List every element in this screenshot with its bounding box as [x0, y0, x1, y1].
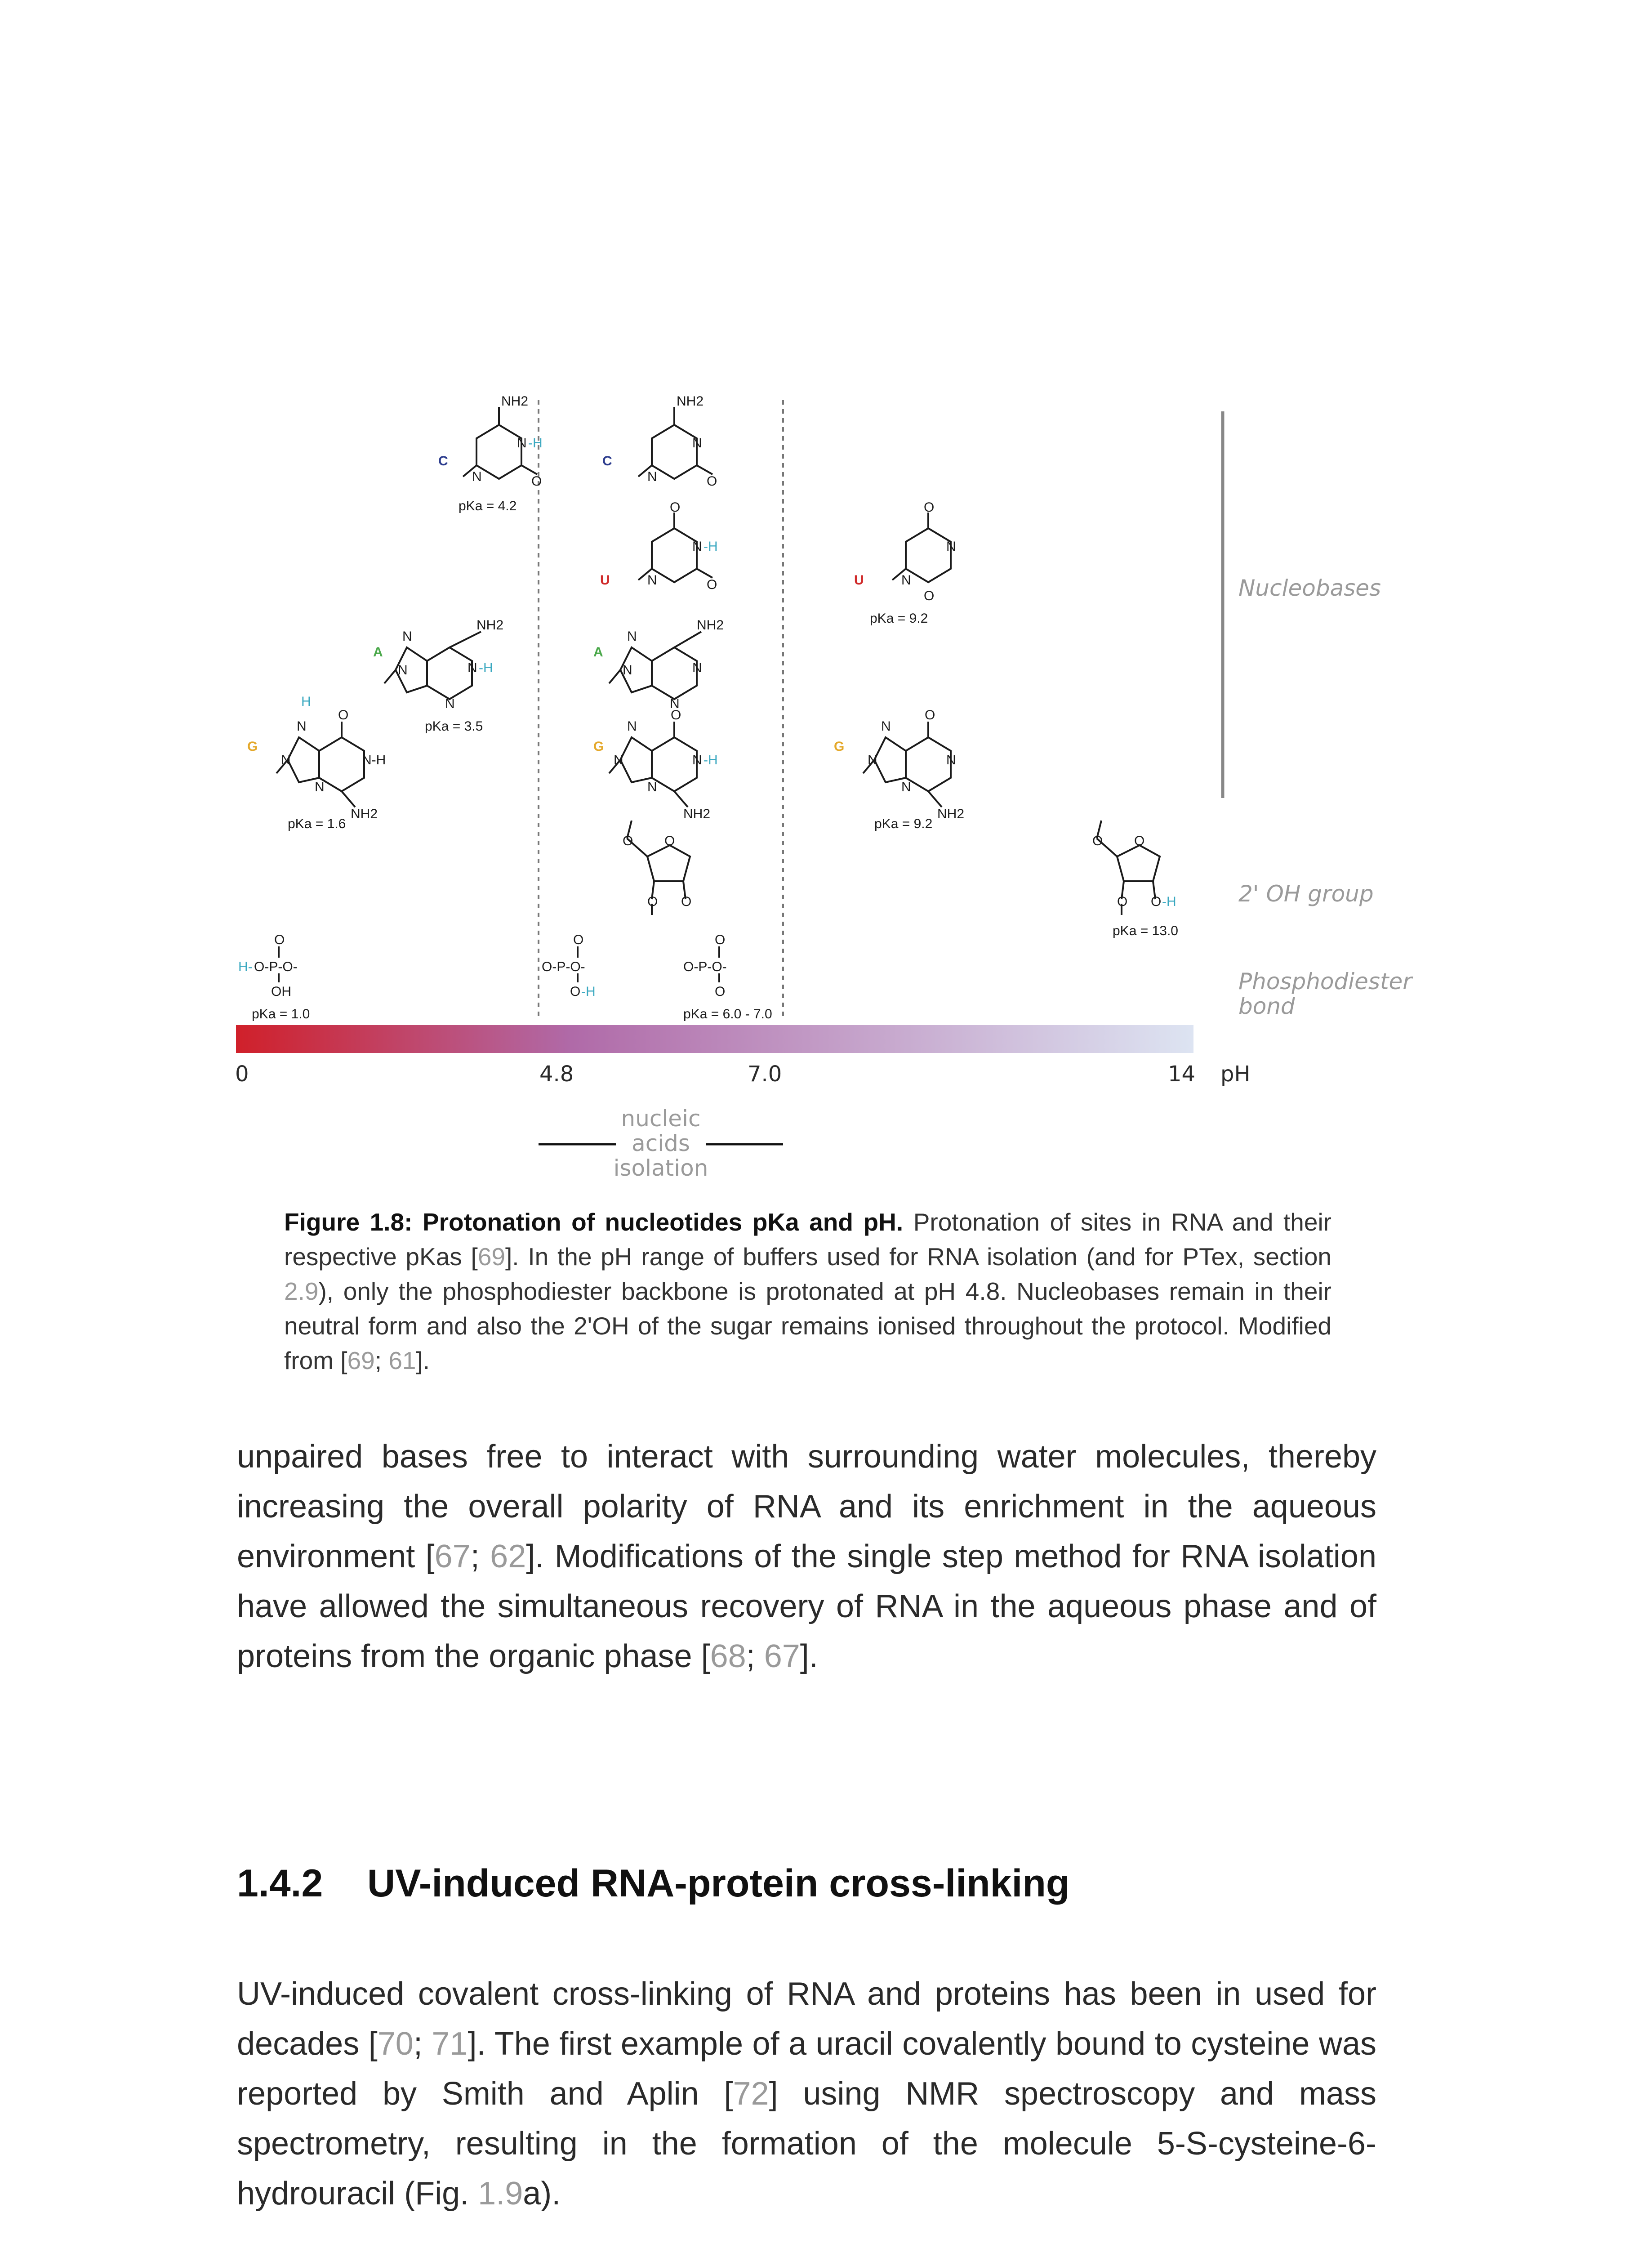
uracil-neutral: [600, 500, 718, 592]
svg-text:-H: -H: [528, 436, 543, 450]
caption-label: Figure 1.8: Protonation of nucleotides pKa and pH.: [284, 1208, 904, 1236]
base-g-deprot-label: G: [834, 739, 845, 754]
svg-text:O: O: [623, 834, 633, 848]
svg-text:N: N: [692, 539, 702, 554]
svg-text:N: N: [692, 660, 702, 675]
svg-text:N: N: [692, 753, 702, 767]
cytosine-neutral: [602, 394, 717, 489]
svg-text:O: O: [1151, 894, 1162, 909]
svg-text:O: O: [925, 708, 935, 723]
svg-text:NH2: NH2: [351, 807, 378, 821]
svg-text:NH2: NH2: [937, 807, 965, 821]
phosphate-ionised: [683, 932, 772, 1021]
svg-text:NH2: NH2: [697, 618, 724, 633]
paragraph-1: unpaired bases free to interact with surrounding water molecules, thereby increasing the overall polarity of RNA and its enrichment in the aqueous environment [67; 62]. Modifications of the single step method for RNA isolation have allowed the simultaneous recovery of RNA in the aqueous phase and of proteins from the organic phase [68; 67].: [237, 1439, 1376, 1674]
ph-axis-unit: pH: [1220, 1062, 1251, 1087]
svg-text:OH: OH: [271, 984, 291, 999]
svg-text:N: N: [868, 753, 877, 767]
svg-text:O: O: [531, 474, 542, 489]
svg-text:NH2: NH2: [677, 394, 704, 409]
uracil-deprotonated: [854, 500, 956, 626]
svg-text:N: N: [692, 436, 702, 450]
ref-link[interactable]: 69: [347, 1347, 375, 1374]
svg-text:O: O: [924, 589, 935, 603]
svg-text:-H: -H: [1162, 894, 1176, 909]
svg-text:O-P-O-: O-P-O-: [254, 959, 298, 974]
section-heading: [237, 1861, 1069, 1906]
svg-text:N: N: [627, 629, 637, 644]
svg-text:O: O: [707, 577, 717, 592]
figure-ref-link[interactable]: 1.9: [478, 2176, 523, 2212]
cytosine-protonated: [438, 394, 543, 513]
base-c-neutral-label: C: [602, 454, 612, 468]
svg-text:N: N: [647, 469, 657, 484]
base-a-label: A: [373, 645, 383, 660]
base-u-label: U: [854, 573, 864, 588]
svg-text:O-P-O-: O-P-O-: [542, 959, 585, 974]
nucleobases-label: Nucleobases: [1238, 575, 1381, 601]
isolation-label-1: nucleic: [621, 1106, 701, 1132]
ph-tick-7.0: 7.0: [748, 1062, 782, 1087]
svg-text:N: N: [468, 660, 477, 675]
svg-text:N: N: [614, 753, 623, 767]
svg-text:O: O: [1117, 894, 1128, 909]
svg-text:N: N: [670, 696, 680, 711]
svg-text:N: N: [398, 663, 408, 678]
adenine-neutral: [593, 618, 724, 711]
ref-link[interactable]: 67: [434, 1539, 471, 1574]
phosphate-neutral: [542, 932, 596, 999]
svg-text:H: H: [301, 694, 311, 709]
svg-text:O-P-O-: O-P-O-: [683, 959, 727, 974]
ph-gradient-bar: [236, 1025, 1193, 1053]
svg-text:N-H: N-H: [362, 753, 386, 767]
svg-text:O: O: [664, 834, 675, 848]
svg-text:N: N: [517, 436, 527, 450]
base-a-neutral-label: A: [593, 645, 603, 660]
ref-link[interactable]: 62: [490, 1539, 526, 1574]
ph-tick-14: 14: [1168, 1062, 1196, 1087]
svg-text:-H: -H: [581, 984, 596, 999]
paragraph-2: UV-induced covalent cross-linking of RNA and proteins has been in used for decades [70; 71]. The first example of a uracil covalently bound to cysteine was reported by Smith and Aplin [72] using NMR spectroscopy and mass spectrometry, resulting in the formation of the molecule 5-S-cysteine-6-hydrouracil (Fig. 1.9a).: [237, 1976, 1377, 2212]
ref-link[interactable]: 61: [388, 1347, 416, 1374]
svg-text:O: O: [338, 708, 349, 723]
svg-text:N: N: [402, 629, 412, 644]
oh-group-label: 2' OH group: [1238, 881, 1374, 907]
svg-text:O: O: [681, 894, 692, 909]
svg-text:O: O: [715, 932, 726, 947]
ribose-oh: [1092, 821, 1178, 938]
svg-text:N: N: [881, 719, 891, 734]
svg-text:-H: -H: [479, 660, 493, 675]
ref-link[interactable]: 67: [764, 1638, 800, 1674]
svg-text:N: N: [901, 573, 911, 588]
ref-link[interactable]: 72: [733, 2076, 769, 2112]
base-g-neutral-label: G: [593, 739, 604, 754]
pka-g-protonated: pKa = 1.6: [288, 816, 346, 831]
svg-text:O: O: [573, 932, 584, 947]
svg-text:O: O: [671, 708, 681, 723]
pka-a: pKa = 3.5: [425, 719, 483, 734]
pka-oh-group: pKa = 13.0: [1113, 923, 1178, 938]
ref-link[interactable]: 68: [710, 1638, 746, 1674]
svg-text:-H: -H: [704, 753, 718, 767]
svg-text:N: N: [901, 780, 911, 794]
ref-link[interactable]: 71: [432, 2026, 468, 2062]
svg-text:O: O: [707, 474, 717, 489]
svg-text:O: O: [274, 932, 285, 947]
adenine-protonated: [373, 618, 503, 734]
svg-text:-H: -H: [704, 539, 718, 554]
svg-text:O: O: [715, 984, 726, 999]
pka-phosphate-2: pKa = 6.0 - 7.0: [683, 1007, 772, 1021]
pka-c-protonated: pKa = 4.2: [459, 499, 517, 513]
svg-text:O: O: [1092, 834, 1103, 848]
phosphodiester-label: Phosphodiester: [1238, 968, 1412, 995]
svg-text:O: O: [924, 500, 935, 515]
svg-text:N: N: [623, 663, 632, 678]
svg-text:H-: H-: [238, 959, 253, 974]
svg-text:NH2: NH2: [476, 618, 504, 633]
pka-u: pKa = 9.2: [870, 611, 928, 626]
svg-text:N: N: [445, 696, 455, 711]
ref-link[interactable]: 2.9: [284, 1277, 319, 1305]
section-number: 1.4.2: [237, 1862, 323, 1905]
guanine-deprotonated: [834, 708, 964, 831]
base-g-label: G: [247, 739, 258, 754]
pka-g-deprotonated: pKa = 9.2: [874, 816, 933, 831]
figure-caption: Figure 1.8: Protonation of nucleotides pKa and pH. Protonation of sites in RNA and their respective pKas [69]. In the pH range of buffers used for RNA isolation (and for PTex, section 2.9), only the phosphodiester backbone is protonated at pH 4.8. Nucleobases remain in their neutral form and also the 2'OH of the sugar remains ionised throughout the protocol. Modified from [69; 61].: [284, 1208, 1331, 1374]
phosphate-protonated: [238, 932, 310, 1021]
svg-text:N: N: [647, 780, 657, 794]
svg-text:NH2: NH2: [501, 394, 529, 409]
guanine-protonated: [247, 694, 386, 831]
svg-text:N: N: [946, 753, 956, 767]
isolation-label-2: acids: [632, 1130, 690, 1156]
ph-tick-0: 0: [235, 1062, 249, 1087]
svg-text:O: O: [647, 894, 658, 909]
svg-text:N: N: [647, 573, 657, 588]
svg-text:O: O: [570, 984, 581, 999]
ribose-ionised: [623, 821, 691, 915]
svg-text:N: N: [281, 753, 291, 767]
isolation-label-3: isolation: [613, 1155, 708, 1181]
ph-tick-4.8: 4.8: [539, 1062, 574, 1087]
base-u-neutral-label: U: [600, 573, 610, 588]
guanine-neutral: [593, 708, 718, 821]
svg-text:N: N: [297, 719, 307, 734]
ref-link[interactable]: 70: [377, 2026, 414, 2062]
phosphodiester-label-2: bond: [1238, 993, 1295, 1019]
svg-text:O: O: [1134, 834, 1145, 848]
svg-text:NH2: NH2: [683, 807, 711, 821]
svg-text:N: N: [472, 469, 482, 484]
base-c-label: C: [438, 454, 448, 468]
pka-phosphate-1: pKa = 1.0: [252, 1007, 310, 1021]
svg-text:N: N: [627, 719, 637, 734]
svg-text:O: O: [670, 500, 681, 515]
svg-text:N: N: [315, 780, 325, 794]
section-title: UV-induced RNA-protein cross-linking: [367, 1862, 1070, 1905]
svg-text:N: N: [946, 539, 956, 554]
ref-link[interactable]: 69: [477, 1243, 506, 1271]
